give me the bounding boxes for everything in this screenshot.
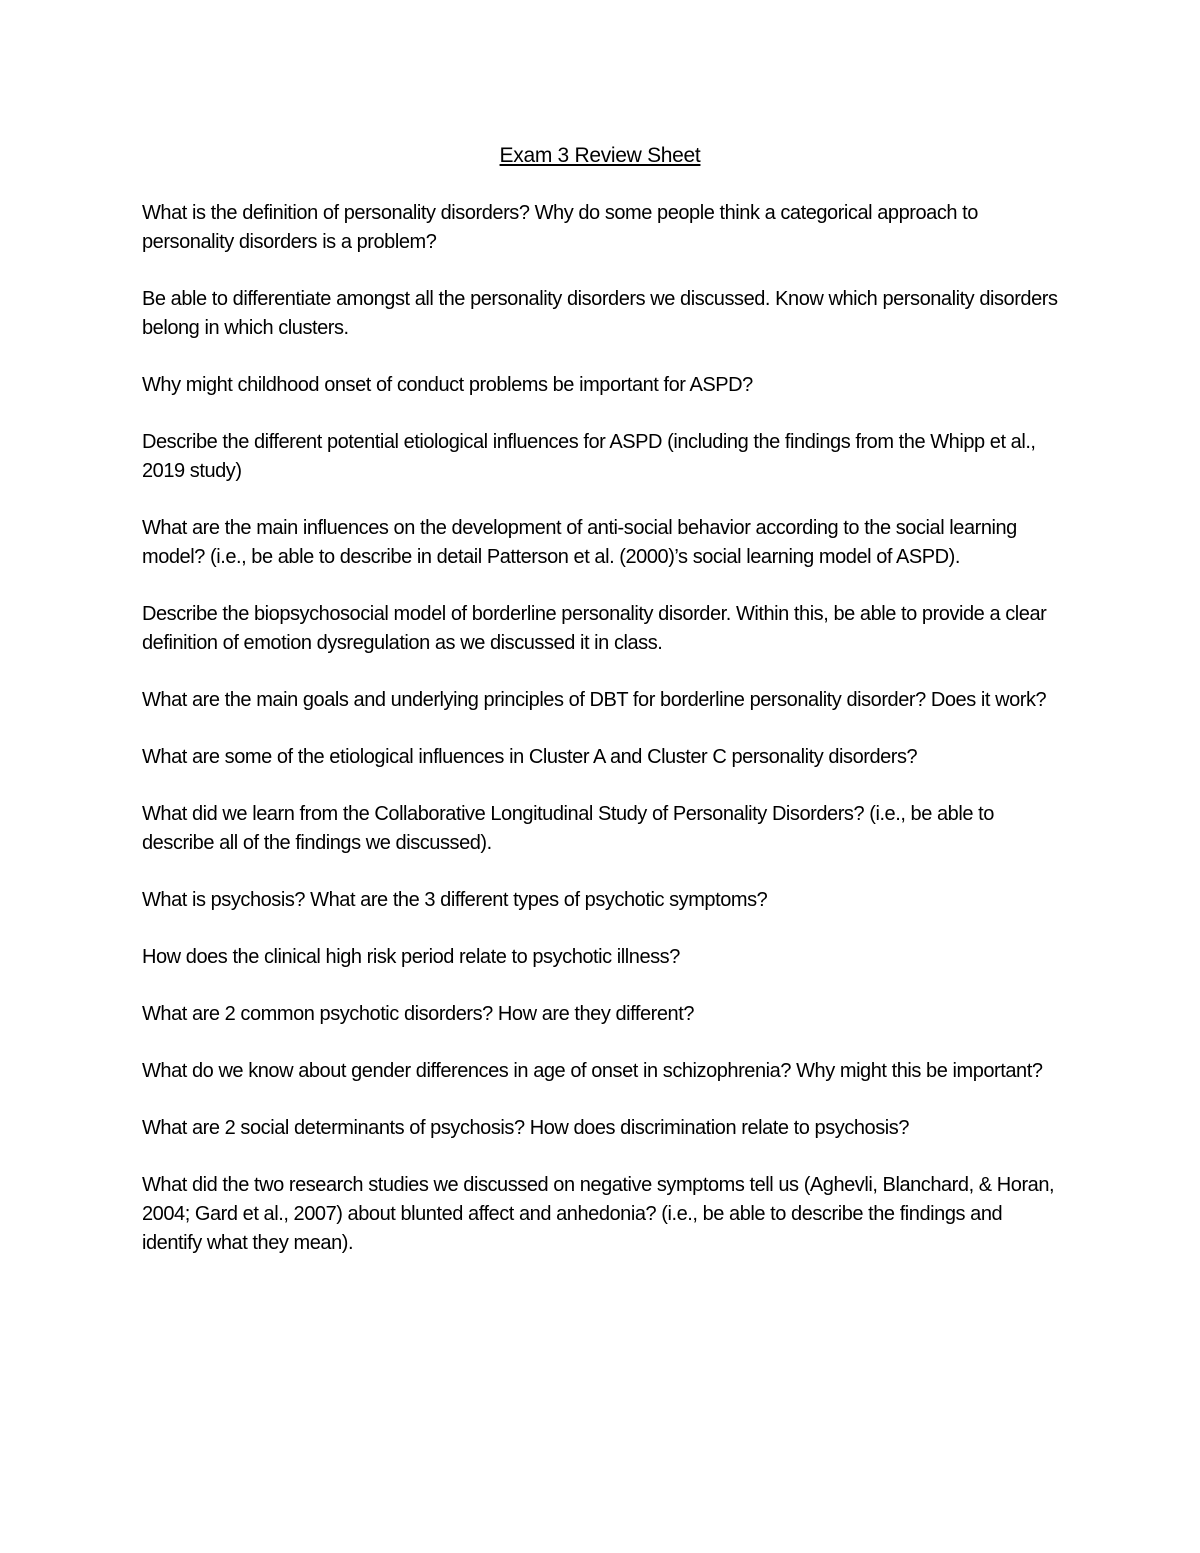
question-item: What do we know about gender differences in age of onset in schizophrenia? Why might this be important? [142,1060,1043,1082]
question-item: What are the main goals and underlying principles of DBT for borderline personality disorder? Does it work? [142,689,1047,711]
question-item: Why might childhood onset of conduct problems be important for ASPD? [142,374,753,396]
question-list [142,199,1067,1286]
question-item: What is psychosis? What are the 3 different types of psychotic symptoms? [142,889,768,911]
question-item: What did the two research studies we discussed on negative symptoms tell us (Aghevli, Blanchard, & Horan, 2004; Gard et al., 2007) about blunted affect and anhedonia? (i.e., be able to describe the findings and identify what they mean). [142,1174,1055,1254]
question-item: Describe the different potential etiological influences for ASPD (including the findings from the Whipp et al., 2019 study) [142,431,1036,482]
question-item: Be able to differentiate amongst all the personality disorders we discussed. Know which personality disorders belong in which clusters. [142,288,1058,339]
question-item: What is the definition of personality disorders? Why do some people think a categorical approach to personality disorders is a problem? [142,202,978,253]
question-item: What are the main influences on the development of anti-social behavior according to the social learning model? (i.e., be able to describe in detail Patterson et al. (2000)’s social learning model of ASPD). [142,517,1017,568]
document-title: Exam 3 Review Sheet [499,144,701,167]
question-item: What are 2 social determinants of psychosis? How does discrimination relate to psychosis? [142,1117,909,1139]
question-item: What are some of the etiological influences in Cluster A and Cluster C personality disorders? [142,746,918,768]
question-item: What are 2 common psychotic disorders? How are they different? [142,1003,695,1025]
question-item: Describe the biopsychosocial model of borderline personality disorder. Within this, be able to provide a clear definition of emotion dysregulation as we discussed it in class. [142,603,1047,654]
question-item: How does the clinical high risk period relate to psychotic illness? [142,946,680,968]
question-item: What did we learn from the Collaborative Longitudinal Study of Personality Disorders? (i.e., be able to describe all of the findings we discussed). [142,803,994,854]
